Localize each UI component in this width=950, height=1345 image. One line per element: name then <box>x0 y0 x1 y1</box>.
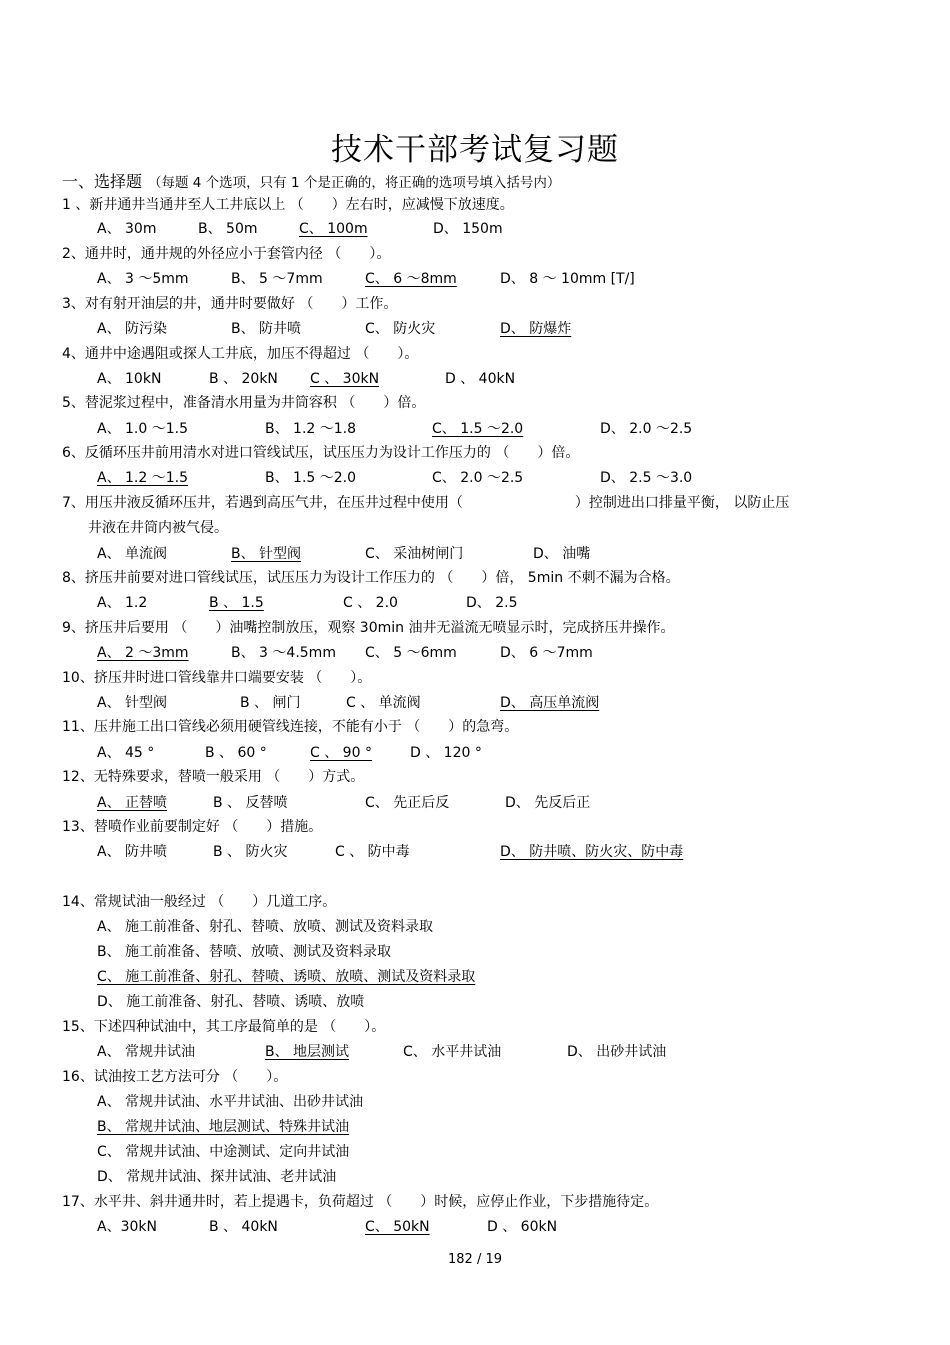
option-12a-answer: A、 正替喷 <box>97 795 168 811</box>
option-8d: D、 2.5 <box>466 595 518 611</box>
option-5b: B、 1.2 ～1.8 <box>265 421 357 437</box>
option-5a: A、 1.0 ～1.5 <box>97 421 189 437</box>
option-16a: A、 常规井试油、水平井试油、出砂井试油 <box>97 1094 364 1110</box>
question-9: 9、挤压井后要用 （ ）油嘴控制放压，观察 30min 油井无溢流无喷显示时，完成挤压井操作。 <box>62 620 675 636</box>
option-8c: C 、 2.0 <box>343 595 398 611</box>
option-15c: C、 水平井试油 <box>403 1044 502 1060</box>
option-17c-answer: C、 50kN <box>365 1219 430 1235</box>
option-11c-answer: C 、 90 ° <box>310 745 372 761</box>
page-number: 182 / 19 <box>448 1252 502 1267</box>
option-8b-answer: B 、 1.5 <box>209 595 264 611</box>
option-3a: A、 防污染 <box>97 321 168 337</box>
question-5: 5、替泥浆过程中，准备清水用量为井筒容积 （ ）倍。 <box>62 395 426 411</box>
option-10b: B 、 闸门 <box>240 695 301 711</box>
option-9a-answer: A、 2 ～3mm <box>97 645 189 661</box>
option-4b: B 、 20kN <box>209 371 278 387</box>
question-1: 1 、新井通井当通井至人工井底以上 （ ）左右时，应减慢下放速度。 <box>62 197 514 213</box>
option-8a: A、 1.2 <box>97 595 148 611</box>
option-13c: C 、 防中毒 <box>335 844 410 860</box>
section-title: 一、选择题 <box>62 172 143 191</box>
question-2: 2、通井时，通井规的外径应小于套管内径 （ ）。 <box>62 246 391 262</box>
option-1a: A、 30m <box>97 221 157 237</box>
option-7c: C、 采油树闸门 <box>365 546 464 562</box>
option-15a: A、 常规井试油 <box>97 1044 196 1060</box>
option-3b: B、 防井喷 <box>231 321 302 337</box>
option-16c: C、 常规井试油、中途测试、定向井试油 <box>97 1144 350 1160</box>
option-2d: D、 8 ～ 10mm [T/] <box>500 271 635 287</box>
option-16d: D、 常规井试油、探井试油、老井试油 <box>97 1169 337 1185</box>
option-14d: D、 施工前准备、射孔、替喷、诱喷、放喷 <box>97 994 365 1010</box>
option-11a: A、 45 ° <box>97 745 155 761</box>
option-9c: C、 5 ～6mm <box>365 645 457 661</box>
question-16: 16、试油按工艺方法可分 （ ）。 <box>62 1069 288 1085</box>
question-14: 14、常规试油一般经过 （ ）几道工序。 <box>62 894 337 910</box>
question-10: 10、挤压井时进口管线靠井口端要安装 （ ）。 <box>62 670 372 686</box>
option-2c-answer: C、 6 ～8mm <box>365 271 457 287</box>
option-6c: C、 2.0 ～2.5 <box>432 470 524 486</box>
question-11: 11、压井施工出口管线必须用硬管线连接，不能有小于 （ ）的急弯。 <box>62 719 519 735</box>
option-6d: D、 2.5 ～3.0 <box>600 470 693 486</box>
option-3d-answer: D、 防爆炸 <box>500 321 572 337</box>
option-11b: B 、 60 ° <box>205 745 267 761</box>
option-3c: C、 防火灾 <box>365 321 436 337</box>
section-heading <box>62 169 560 192</box>
question-8: 8、挤压井前要对进口管线试压，试压压力为设计工作压力的 （ ）倍， 5min 不刺不漏为合格。 <box>62 570 680 586</box>
question-12: 12、无特殊要求，替喷一般采用 （ ）方式。 <box>62 769 365 785</box>
option-13b: B 、 防火灾 <box>213 844 288 860</box>
option-12c: C、 先正后反 <box>365 795 450 811</box>
question-3: 3、对有射开油层的井，通井时要做好 （ ）工作。 <box>62 296 398 312</box>
option-5d: D、 2.0 ～2.5 <box>600 421 693 437</box>
document-title: 技术干部考试复习题 <box>331 132 619 168</box>
option-9b: B、 3 ～4.5mm <box>231 645 336 661</box>
question-7: 7、用压井液反循环压井，若遇到高压气井，在压井过程中使用（ ）控制进出口排量平衡， 以防止压 <box>62 495 790 511</box>
option-6b: B、 1.5 ～2.0 <box>265 470 357 486</box>
option-10c: C 、 单流阀 <box>346 695 421 711</box>
option-4c-answer: C 、 30kN <box>310 371 380 387</box>
question-15: 15、下述四种试油中，其工序最简单的是 （ ）。 <box>62 1019 386 1035</box>
option-16b-answer: B、 常规井试油、地层测试、特殊井试油 <box>97 1119 350 1135</box>
option-1d: D、 150m <box>433 221 503 237</box>
option-7b-answer: B、 针型阀 <box>231 546 302 562</box>
option-11d: D 、 120 ° <box>410 745 482 761</box>
option-13a: A、 防井喷 <box>97 844 168 860</box>
option-9d: D、 6 ～7mm <box>500 645 593 661</box>
option-14b: B、 施工前准备、替喷、放喷、测试及资料录取 <box>97 944 392 960</box>
question-7-continuation: 井液在井筒内被气侵。 <box>88 520 228 536</box>
option-1b: B、 50m <box>198 221 258 237</box>
question-4: 4、通井中途遇阻或探人工井底，加压不得超过 （ ）。 <box>62 346 419 362</box>
option-2a: A、 3 ～5mm <box>97 271 189 287</box>
question-13: 13、替喷作业前要制定好 （ ）措施。 <box>62 819 323 835</box>
option-15b-answer: B、 地层测试 <box>265 1044 350 1060</box>
option-4d: D 、 40kN <box>445 371 516 387</box>
option-5c-answer: C、 1.5 ～2.0 <box>432 421 524 437</box>
option-7d: D、 油嘴 <box>533 546 591 562</box>
option-6a-answer: A、 1.2 ～1.5 <box>97 470 189 486</box>
option-10a: A、 针型阀 <box>97 695 168 711</box>
option-12d: D、 先反后正 <box>505 795 591 811</box>
option-10d-answer: D、 高压单流阀 <box>500 695 600 711</box>
option-17d: D 、 60kN <box>487 1219 558 1235</box>
option-4a: A、 10kN <box>97 371 162 387</box>
option-2b: B、 5 ～7mm <box>231 271 323 287</box>
section-instructions: （每题 4 个选项，只有 1 个是正确的，将正确的选项号填入括号内） <box>148 175 561 191</box>
option-17a: A、30kN <box>97 1219 157 1235</box>
option-14c-answer: C、 施工前准备、射孔、替喷、诱喷、放喷、测试及资料录取 <box>97 969 476 985</box>
option-17b: B 、 40kN <box>209 1219 278 1235</box>
option-7a: A、 单流阀 <box>97 546 168 562</box>
option-15d: D、 出砂井试油 <box>567 1044 667 1060</box>
option-13d-answer: D、 防井喷、防火灾、防中毒 <box>500 844 684 860</box>
option-12b: B 、 反替喷 <box>213 795 288 811</box>
question-17: 17、水平井、斜井通井时，若上提遇卡，负荷超过 （ ）时候，应停止作业，下步措施待定。 <box>62 1194 659 1210</box>
option-1c-answer: C、 100m <box>299 221 368 237</box>
question-6: 6、反循环压井前用清水对进口管线试压，试压压力为设计工作压力的 （ ）倍。 <box>62 445 580 461</box>
option-14a: A、 施工前准备、射孔、替喷、放喷、测试及资料录取 <box>97 919 434 935</box>
